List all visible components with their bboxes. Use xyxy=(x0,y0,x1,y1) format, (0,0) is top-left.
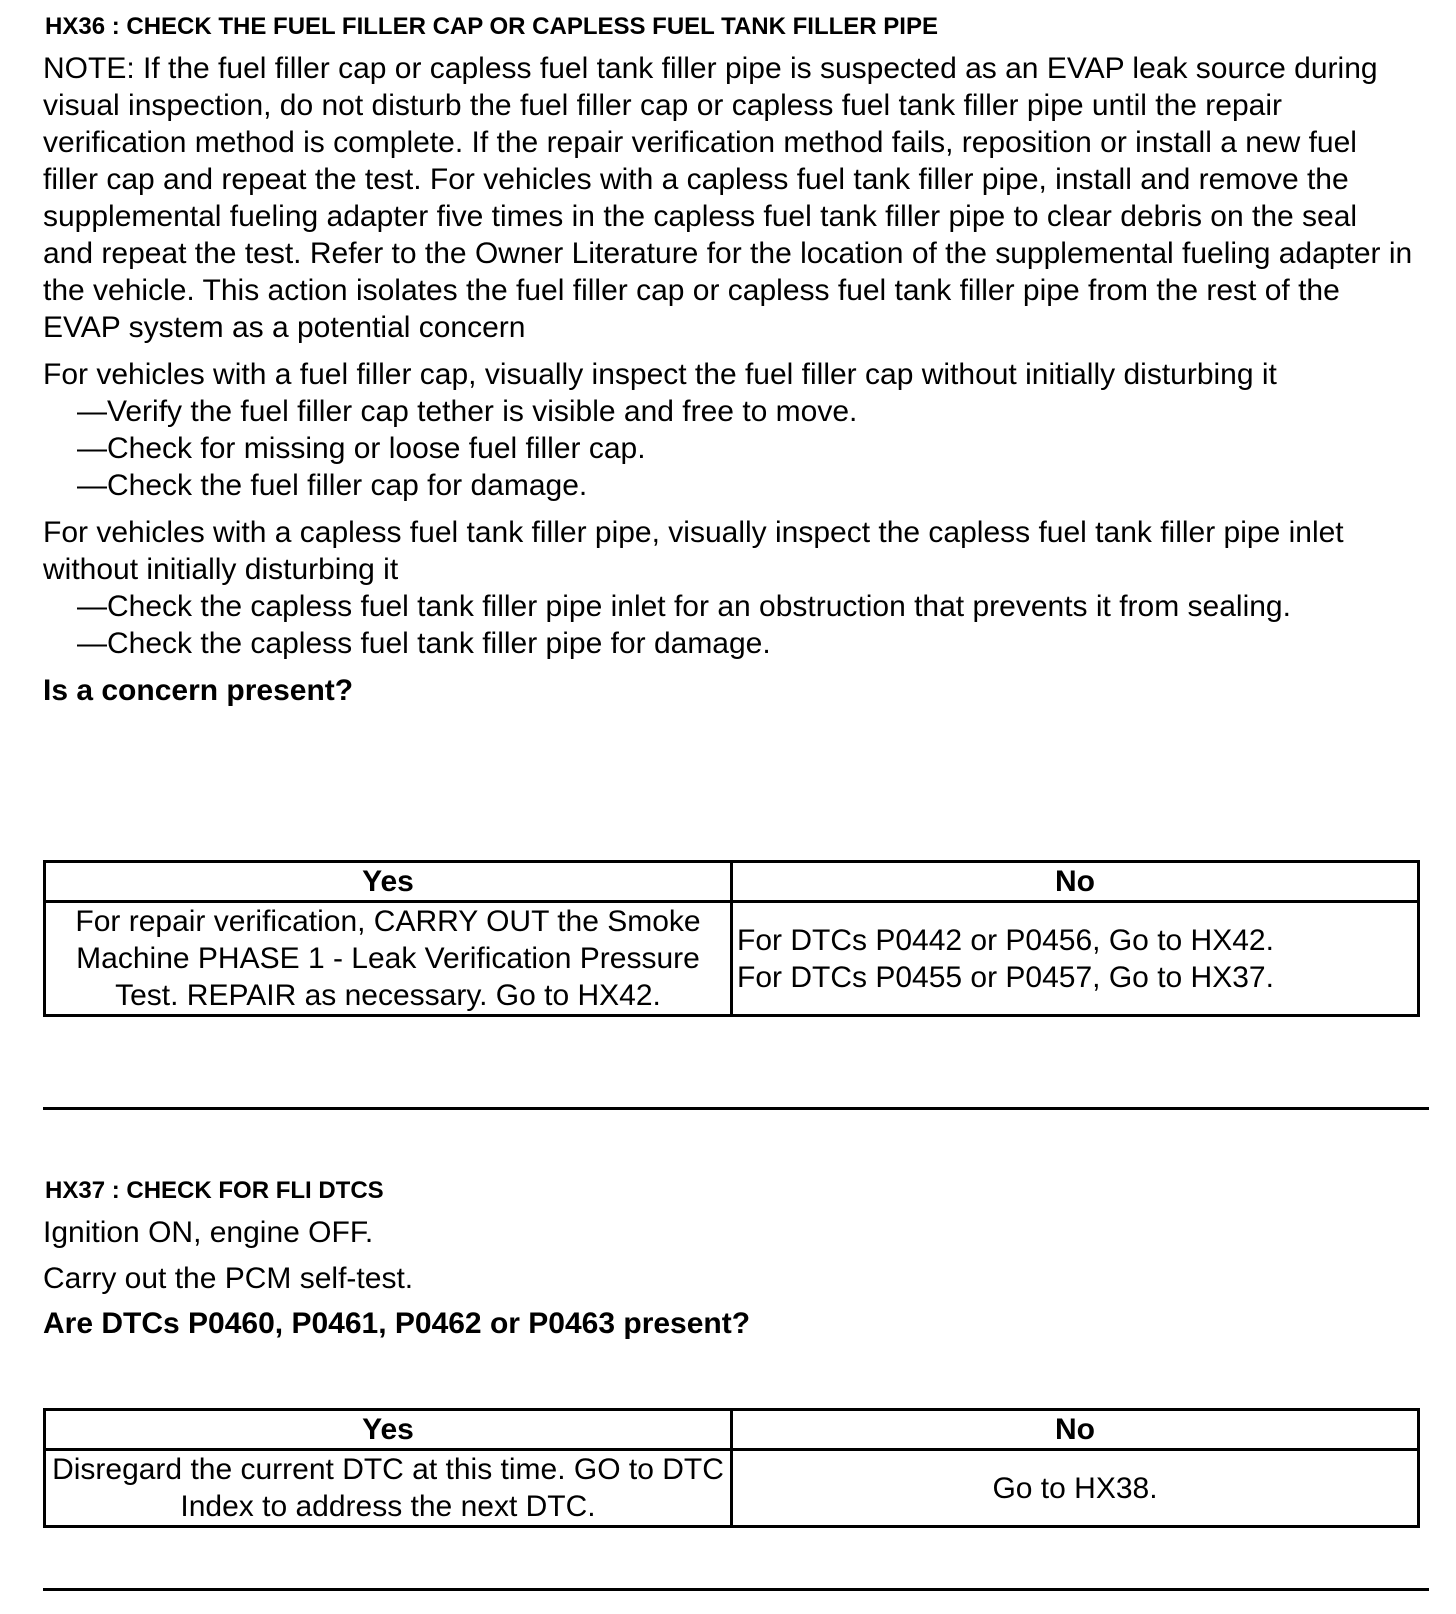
table-header-row xyxy=(45,1410,1419,1450)
yes-cell: For repair verification, CARRY OUT the Smoke Machine PHASE 1 - Leak Verification Pressure Test. REPAIR as necessary. Go to HX42. xyxy=(45,902,732,1016)
no-header: No xyxy=(732,862,1419,902)
table-row xyxy=(45,902,1419,1016)
step-instruction: Carry out the PCM self-test. xyxy=(43,1262,414,1295)
step-hx36 xyxy=(43,12,1415,1012)
step-hx37 xyxy=(43,1176,1415,1523)
list-item: —Verify the fuel filler cap tether is visible and free to move. xyxy=(77,395,858,428)
yes-header: Yes xyxy=(45,862,732,902)
capless-check-list xyxy=(43,588,1415,662)
yes-header: Yes xyxy=(45,1410,732,1450)
table-header-row xyxy=(45,862,1419,902)
list-item: —Check the capless fuel tank filler pipe for damage. xyxy=(77,627,771,660)
no-cell xyxy=(732,902,1419,1016)
yes-cell: Disregard the current DTC at this time. GO to DTC Index to address the next DTC. xyxy=(45,1450,732,1527)
list-item: —Check for missing or loose fuel filler cap. xyxy=(77,432,646,465)
step-title: HX37 : CHECK FOR FLI DTCS xyxy=(45,1177,384,1204)
capless-intro: For vehicles with a capless fuel tank filler pipe, visually inspect the capless fuel tank filler pipe inlet without initially disturbing it xyxy=(43,516,1344,586)
note-paragraph: NOTE: If the fuel filler cap or capless fuel tank filler pipe is suspected as an EVAP leak source during visual inspection, do not disturb the fuel filler cap or capless fuel tank filler pipe until the repair verification method is complete. If the repair verification method fails, reposition or install a new fuel filler cap and repeat the test. For vehicles with a capless fuel tank filler pipe, install and remove the supplemental fueling adapter five times in the capless fuel tank filler pipe to clear debris on the seal and repeat the test. Refer to the Owner Literature for the location of the supplemental fueling adapter in the vehicle. This action isolates the fuel filler cap or capless fuel tank filler pipe from the rest of the EVAP system as a potential concern xyxy=(43,52,1413,344)
yes-no-table xyxy=(43,860,1420,1017)
table-row xyxy=(45,1450,1419,1527)
cap-check-list xyxy=(43,393,1415,504)
step-instruction: Ignition ON, engine OFF. xyxy=(43,1216,374,1249)
no-cell: Go to HX38. xyxy=(732,1450,1419,1527)
list-item: —Check the capless fuel tank filler pipe inlet for an obstruction that prevents it from sealing. xyxy=(77,590,1291,623)
question: Is a concern present? xyxy=(43,674,354,707)
cap-intro: For vehicles with a fuel filler cap, visually inspect the fuel filler cap without initially disturbing it xyxy=(43,358,1277,391)
no-header: No xyxy=(732,1410,1419,1450)
no-line: For DTCs P0455 or P0457, Go to HX37. xyxy=(737,960,1274,994)
step-title: HX36 : CHECK THE FUEL FILLER CAP OR CAPLESS FUEL TANK FILLER PIPE xyxy=(45,13,938,40)
section-divider xyxy=(43,1107,1429,1110)
yes-no-table xyxy=(43,1408,1420,1528)
section-divider xyxy=(43,1588,1429,1591)
list-item: —Check the fuel filler cap for damage. xyxy=(77,469,588,502)
question: Are DTCs P0460, P0461, P0462 or P0463 present? xyxy=(43,1307,751,1340)
no-line: For DTCs P0442 or P0456, Go to HX42. xyxy=(737,923,1274,957)
